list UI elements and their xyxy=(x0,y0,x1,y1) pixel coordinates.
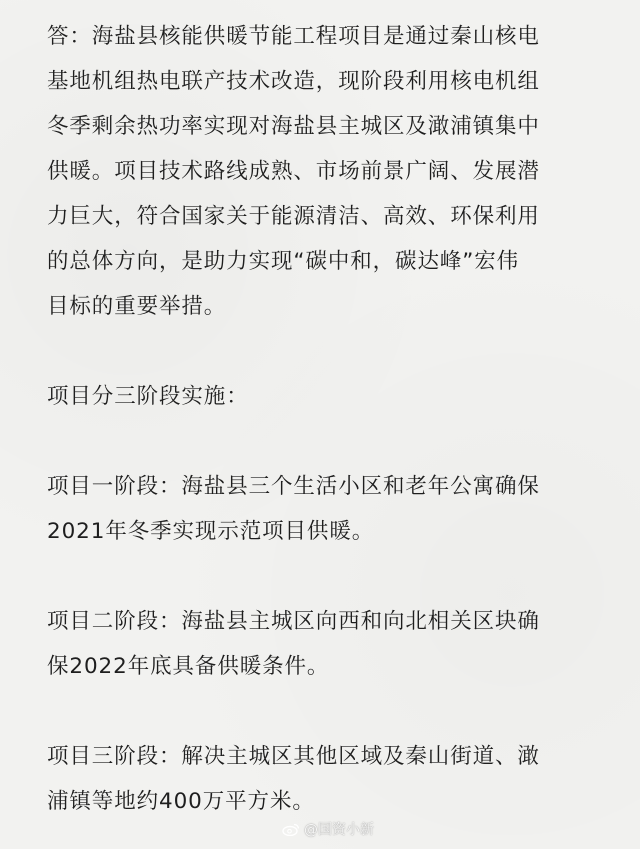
phases-intro: 项目分三阶段实施： xyxy=(47,384,249,409)
article-body xyxy=(47,14,607,824)
phase-two-paragraph: 项目二阶段：海盐县主城区向西和向北相关区块确 保2022年底具备供暖条件。 xyxy=(47,609,540,679)
phase-one-paragraph: 项目一阶段：海盐县三个生活小区和老年公寓确保 2021年冬季实现示范项目供暖。 xyxy=(47,474,540,544)
watermark-text: @国资小新 xyxy=(304,822,374,838)
phase-three-paragraph: 项目三阶段：解决主城区其他区域及秦山街道、澉 浦镇等地约400万平方米。 xyxy=(47,744,540,814)
answer-paragraph: 答：海盐县核能供暖节能工程项目是通过秦山核电 基地机组热电联产技术改造，现阶段利用核电机组 冬季剩余热功率实现对海盐县主城区及澉浦镇集中 供暖。项目技术路线成熟、市场前景广阔、发展潜 力巨大，符合国家关于能源清洁、高效、环保利用 的总体方向，是助力实现“碳中和，碳达峰”宏伟 目标的重要举措。 xyxy=(47,24,540,319)
watermark xyxy=(282,819,374,839)
weibo-icon xyxy=(282,822,300,836)
